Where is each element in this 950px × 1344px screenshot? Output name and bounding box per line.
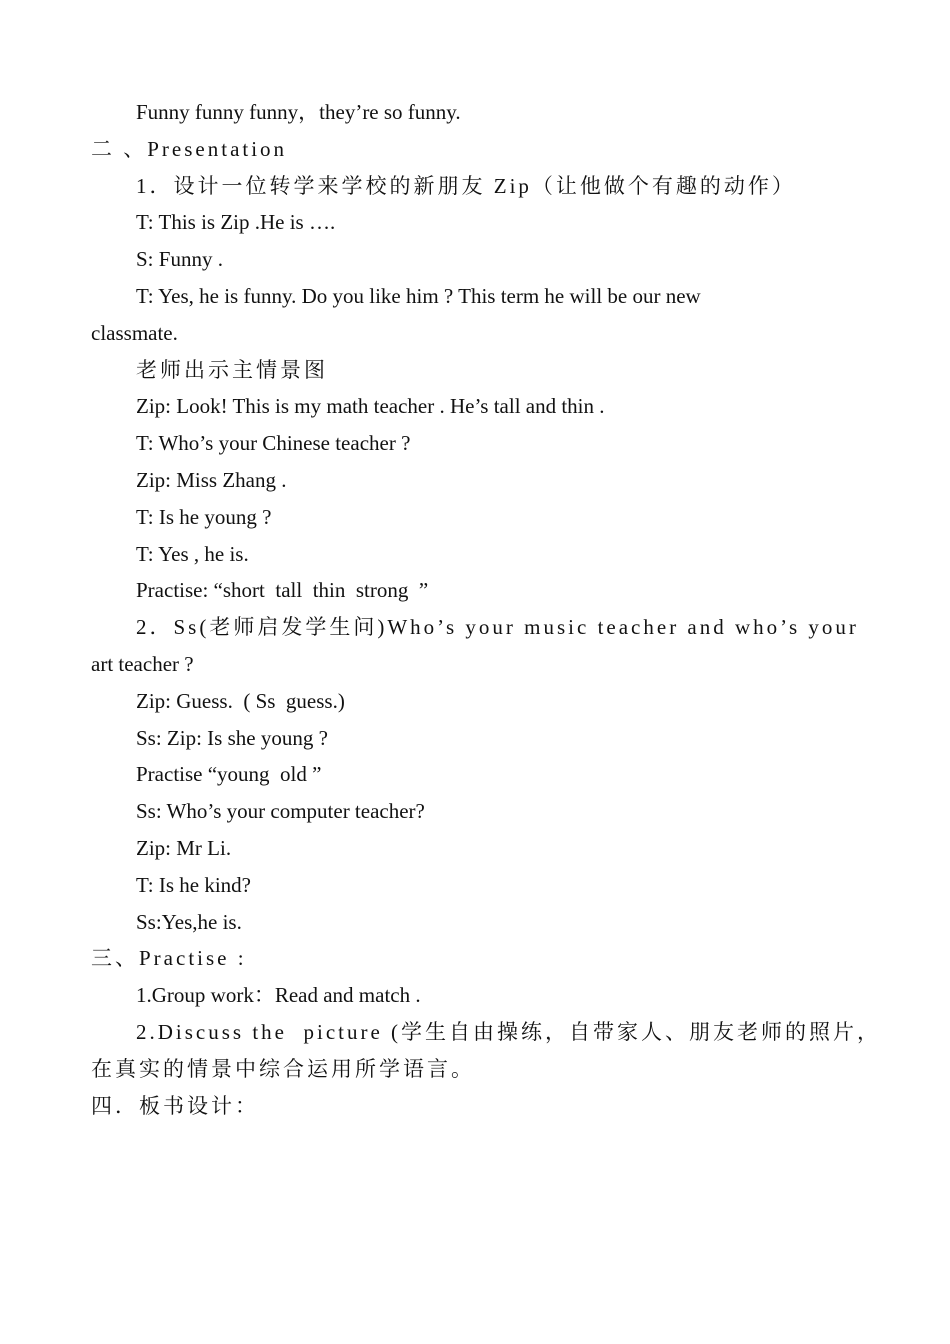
text-line: classmate.	[91, 320, 178, 345]
text-line: 老师出示主情景图	[136, 357, 328, 382]
text-line: 在真实的情景中综合运用所学语言。	[91, 1056, 475, 1081]
text-line: 三、Practise :	[91, 946, 247, 971]
text-line: T: Is he young ?	[136, 504, 272, 529]
text-line: T: Is he kind?	[136, 872, 252, 897]
document-body	[91, 94, 882, 1124]
text-line: T: This is Zip .He is ….	[136, 210, 336, 235]
text-line: 二 、Presentation	[91, 136, 288, 161]
text-line: T: Yes, he is funny. Do you like him ? This term he will be our new	[136, 283, 701, 308]
text-line: Funny funny funny，they’re so funny.	[136, 100, 461, 124]
text-line: Ss: Who’s your computer teacher?	[136, 799, 425, 824]
text-line: Ss:Yes,he is.	[136, 909, 242, 934]
text-line: 2．Ss(老师启发学生问)Who’s your music teacher and who’s your	[136, 615, 859, 640]
text-line: S: Funny .	[136, 247, 223, 272]
text-line: T: Who’s your Chinese teacher ?	[136, 431, 411, 456]
text-line: 1.Group work：Read and match .	[136, 983, 421, 1008]
text-line: T: Yes , he is.	[136, 541, 249, 566]
text-line: Zip: Miss Zhang .	[136, 467, 287, 492]
text-line: Zip: Guess. ( Ss guess.)	[136, 688, 345, 713]
text-line: Practise: “short tall thin strong ”	[136, 578, 429, 603]
text-line: Zip: Mr Li.	[136, 835, 232, 860]
text-line: art teacher ?	[91, 651, 194, 676]
text-line: Ss: Zip: Is she young ?	[136, 725, 328, 750]
text-line: Zip: Look! This is my math teacher . He’s tall and thin .	[136, 394, 605, 419]
text-line: 四．板书设计：	[91, 1093, 259, 1118]
text-line: Practise “young old ”	[136, 762, 322, 787]
text-line: 1．设计一位转学来学校的新朋友 Zip（让他做个有趣的动作）	[136, 173, 796, 198]
text-line: 2.Discuss the picture (学生自由操练，自带家人、朋友老师的照片，	[136, 1019, 882, 1044]
